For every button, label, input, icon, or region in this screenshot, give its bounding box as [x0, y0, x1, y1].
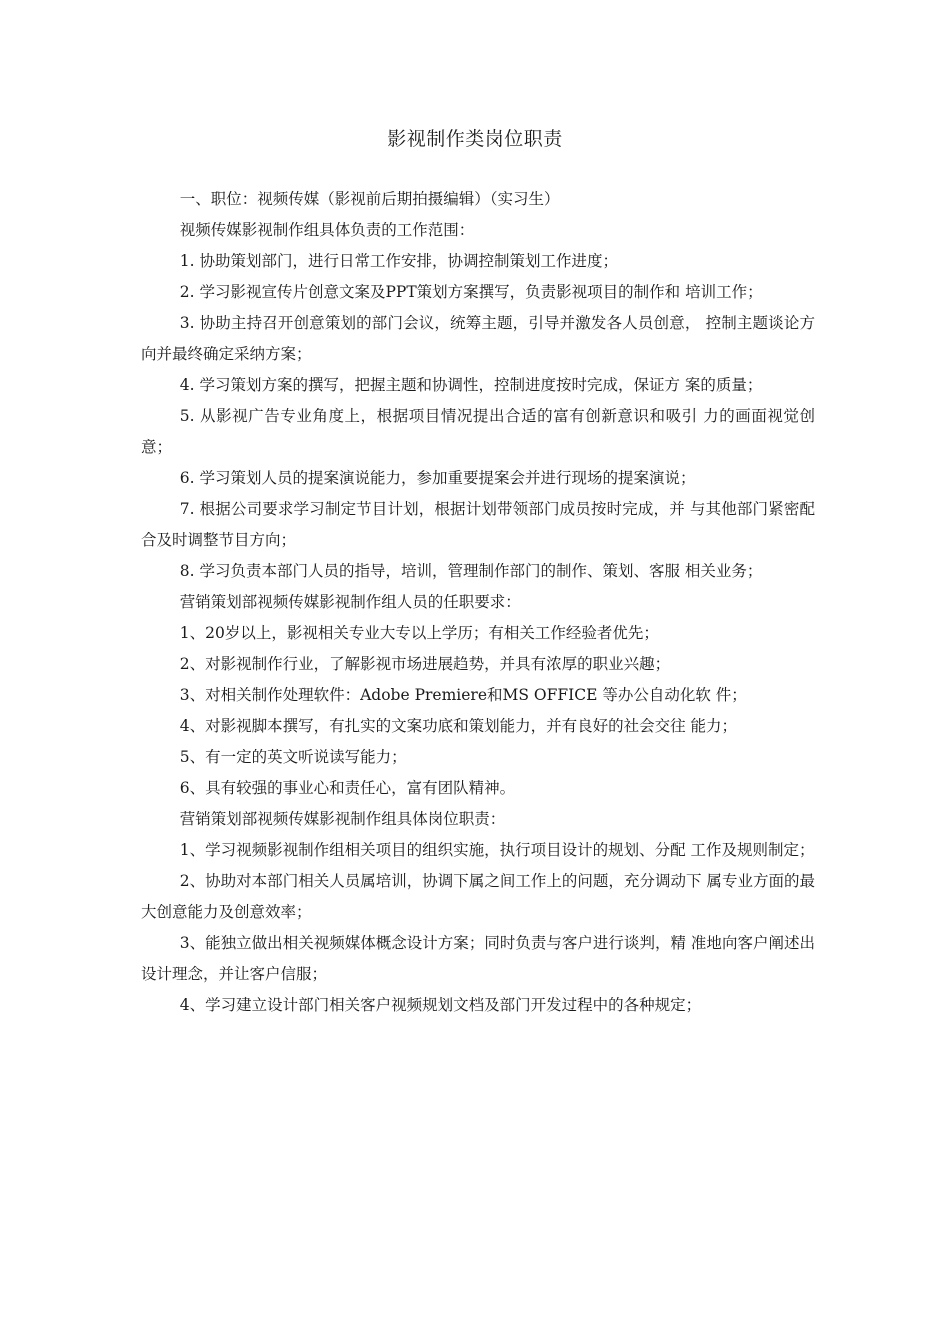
- paragraph-scope-2: 2. 学习影视宣传片创意文案及PPT策划方案撰写，负责影视项目的制作和 培训工作；: [179, 283, 763, 301]
- paragraph-requirements-heading: 营销策划部视频传媒影视制作组人员的任职要求：: [179, 593, 521, 611]
- paragraph-duty-2: 2、协助对本部门相关人员属培训，协调下属之间工作上的问题，充分调动下 属专业方面的最大创意能力及创意效率；: [141, 872, 815, 921]
- paragraph-duty-1: 1、学习视频影视制作组相关项目的组织实施，执行项目设计的规划、分配 工作及规则制定；: [179, 841, 815, 859]
- paragraph-scope-1: 1. 协助策划部门，进行日常工作安排，协调控制策划工作进度；: [179, 252, 618, 270]
- paragraph-scope-5: 5. 从影视广告专业角度上，根据项目情况提出合适的富有创新意识和吸引 力的画面视觉创意；: [141, 407, 815, 456]
- paragraph-duties-heading: 营销策划部视频传媒影视制作组具体岗位职责：: [179, 810, 506, 828]
- paragraph-requirement-2: 2、对影视制作行业，了解影视市场进展趋势，并具有浓厚的职业兴趣；: [179, 655, 671, 673]
- paragraph-scope-4: 4. 学习策划方案的撰写，把握主题和协调性，控制进度按时完成，保证方 案的质量；: [179, 376, 763, 394]
- document-title: 影视制作类岗位职责: [387, 128, 563, 150]
- paragraph-requirement-6: 6、具有较强的事业心和责任心，富有团队精神。: [179, 779, 516, 797]
- paragraph-scope-3: 3. 协助主持召开创意策划的部门会议，统筹主题，引导并激发各人员创意， 控制主题谈论方向并最终确定采纳方案；: [141, 314, 815, 363]
- paragraph-scope-6: 6. 学习策划人员的提案演说能力，参加重要提案会并进行现场的提案演说；: [179, 469, 696, 487]
- paragraph-scope-heading: 视频传媒影视制作组具体负责的工作范围：: [179, 221, 475, 239]
- paragraph-requirement-4: 4、对影视脚本撰写，有扎实的文案功底和策划能力，并有良好的社会交往 能力；: [179, 717, 738, 735]
- paragraph-scope-7: 7. 根据公司要求学习制定节目计划，根据计划带领部门成员按时完成，并 与其他部门紧密配合及时调整节目方向；: [141, 500, 815, 549]
- document-body: [141, 184, 815, 1021]
- paragraph-requirement-5: 5、有一定的英文听说读写能力；: [179, 748, 407, 766]
- paragraph-duty-4: 4、学习建立设计部门相关客户视频规划文档及部门开发过程中的各种规定；: [179, 996, 702, 1014]
- paragraph-scope-8: 8. 学习负责本部门人员的指导，培训，管理制作部门的制作、策划、客服 相关业务；: [179, 562, 763, 580]
- paragraph-requirement-3: 3、对相关制作处理软件：Adobe Premiere和MS OFFICE 等办公自动化软 件；: [179, 686, 747, 704]
- paragraph-duty-3: 3、能独立做出相关视频媒体概念设计方案；同时负责与客户进行谈判，精 准地向客户阐述出设计理念，并让客户信服；: [141, 934, 815, 983]
- paragraph-requirement-1: 1、20岁以上，影视相关专业大专以上学历；有相关工作经验者优先；: [179, 624, 659, 642]
- paragraph-position: 一、职位：视频传媒（影视前后期拍摄编辑）（实习生）: [179, 190, 560, 208]
